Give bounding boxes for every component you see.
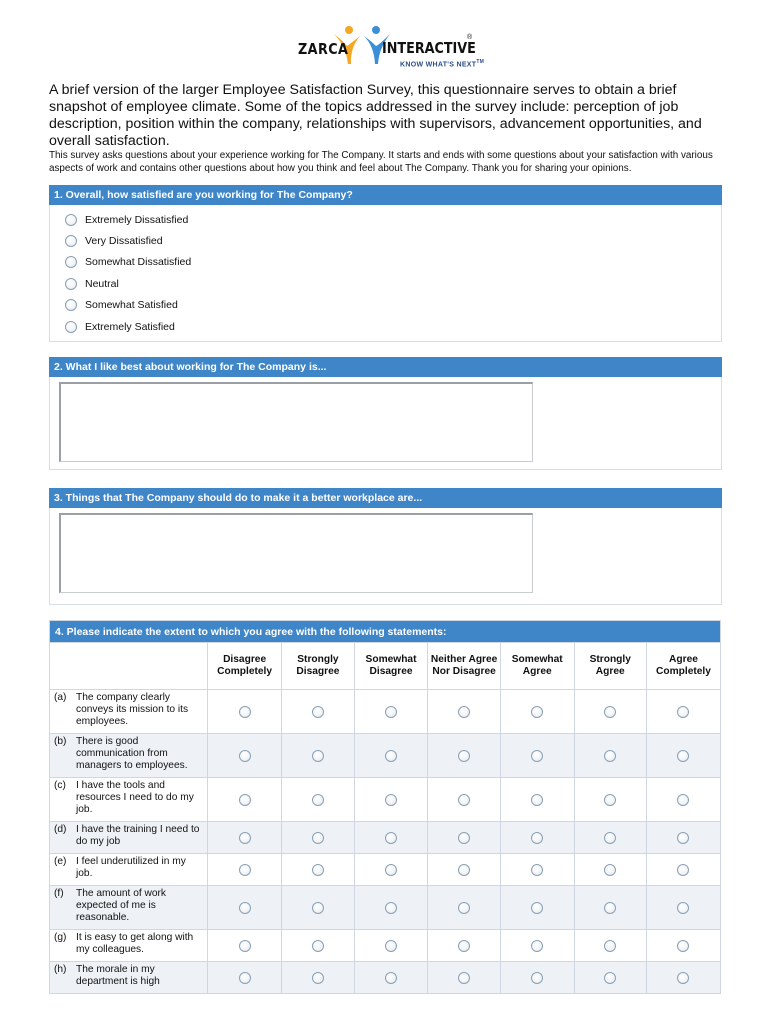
matrix-radio-cell [574,822,646,854]
statement-cell [50,690,208,734]
question-1-option[interactable] [50,295,721,316]
radio-button[interactable] [604,750,616,762]
matrix-radio-cell [354,734,428,778]
statement-text: It is easy to get along with my colleagues. [76,932,194,956]
radio-button[interactable] [458,940,470,952]
matrix-row [50,822,721,854]
option-label: Neutral [85,277,119,290]
statement-cell [50,822,208,854]
matrix-radio-cell [646,962,720,994]
matrix-radio-cell [500,962,574,994]
radio-button[interactable] [677,832,689,844]
option-label: Somewhat Dissatisfied [85,256,192,269]
matrix-radio-cell [428,930,501,962]
matrix-radio-cell [646,930,720,962]
intro-paragraph: A brief version of the larger Employee Satisfaction Survey, this questionnaire serves to obtain a brief snapshot of employee climate. Some of the topics addressed in the survey include: perception of job description, position within the company, relationships with supervisors, advancement opportunities, and overall satisfaction. [49,82,702,149]
radio-button[interactable] [677,902,689,914]
radio-button[interactable] [531,832,543,844]
radio-button[interactable] [312,864,324,876]
question-4-matrix [49,620,721,994]
radio-button[interactable] [604,706,616,718]
survey-description: This survey asks questions about your experience working for The Company. It starts and ends with some questions about your satisfaction with various aspects of work and contains other questions about how you think and feel about The Company. Thank you for sharing your opinions. [49,150,713,174]
question-1-option[interactable] [50,273,721,294]
question-2-title: 2. What I like best about working for The Company is... [49,357,722,377]
radio-button[interactable] [385,832,397,844]
matrix-row [50,962,721,994]
matrix-radio-cell [428,778,501,822]
statement-label: (a) [54,692,67,703]
matrix-radio-cell [282,822,355,854]
radio-button[interactable] [604,832,616,844]
radio-button[interactable] [604,902,616,914]
matrix-radio-cell [282,886,355,930]
statement-cell [50,930,208,962]
matrix-radio-cell [354,930,428,962]
radio-button[interactable] [239,864,251,876]
logo-zarca-text: ZARCA [298,40,349,58]
matrix-radio-cell [574,734,646,778]
radio-button[interactable] [312,706,324,718]
radio-button[interactable] [385,794,397,806]
radio-button[interactable] [65,321,77,333]
matrix-radio-cell [208,854,282,886]
statement-cell [50,778,208,822]
matrix-radio-cell [500,886,574,930]
matrix-corner [50,643,208,690]
matrix-radio-cell [500,930,574,962]
matrix-radio-cell [208,734,282,778]
matrix-radio-cell [208,778,282,822]
matrix-radio-cell [282,734,355,778]
radio-button[interactable] [385,972,397,984]
matrix-row [50,930,721,962]
matrix-header-row [50,643,721,690]
matrix-radio-cell [646,690,720,734]
matrix-column-header: Strongly Disagree [282,643,355,690]
matrix-radio-cell [574,930,646,962]
logo-tagline: KNOW WHAT'S NEXT™ [400,59,485,69]
matrix-radio-cell [282,854,355,886]
matrix-row [50,734,721,778]
radio-button[interactable] [385,940,397,952]
radio-button[interactable] [531,794,543,806]
question-2-textarea[interactable] [59,382,533,462]
matrix-radio-cell [354,886,428,930]
matrix-radio-cell [500,690,574,734]
statement-label: (e) [54,856,67,867]
radio-button[interactable] [239,750,251,762]
statement-text: I feel underutilized in my job. [76,856,186,880]
matrix-radio-cell [428,886,501,930]
matrix-row [50,886,721,930]
option-label: Extremely Satisfied [85,320,175,333]
matrix-radio-cell [500,822,574,854]
matrix-radio-cell [428,854,501,886]
statement-label: (f) [54,888,64,899]
radio-button[interactable] [604,794,616,806]
radio-button[interactable] [65,256,77,268]
question-3-textarea[interactable] [59,513,533,593]
matrix-row [50,690,721,734]
matrix-radio-cell [500,734,574,778]
radio-button[interactable] [239,706,251,718]
radio-button[interactable] [385,902,397,914]
registered-mark: ® [467,34,473,41]
matrix-column-header: Strongly Agree [574,643,646,690]
statement-text: The amount of work expected of me is reasonable. [76,888,167,924]
option-label: Extremely Dissatisfied [85,213,189,226]
radio-button[interactable] [677,750,689,762]
statement-label: (d) [54,824,67,835]
matrix-row [50,778,721,822]
matrix-radio-cell [428,690,501,734]
matrix-radio-cell [428,962,501,994]
matrix-radio-cell [208,930,282,962]
matrix-radio-cell [646,734,720,778]
question-2-panel [49,357,722,470]
matrix-radio-cell [208,962,282,994]
radio-button[interactable] [677,940,689,952]
radio-button[interactable] [531,750,543,762]
statement-cell [50,886,208,930]
radio-button[interactable] [239,940,251,952]
radio-button[interactable] [531,864,543,876]
statement-label: (c) [54,780,66,791]
radio-button[interactable] [604,864,616,876]
radio-button[interactable] [65,278,77,290]
statement-cell [50,734,208,778]
radio-button[interactable] [65,299,77,311]
matrix-radio-cell [208,690,282,734]
radio-button[interactable] [312,972,324,984]
matrix-radio-cell [354,778,428,822]
radio-button[interactable] [458,706,470,718]
radio-button[interactable] [604,940,616,952]
radio-button[interactable] [65,235,77,247]
radio-button[interactable] [458,750,470,762]
statement-text: The company clearly conveys its mission to its employees. [76,692,189,728]
radio-button[interactable] [385,706,397,718]
matrix-row [50,854,721,886]
radio-button[interactable] [239,794,251,806]
statement-label: (h) [54,964,67,975]
radio-button[interactable] [239,832,251,844]
matrix-radio-cell [282,930,355,962]
matrix-radio-cell [354,690,428,734]
question-1-option[interactable] [50,230,721,251]
statement-cell [50,962,208,994]
statement-text: The morale in my department is high [76,964,160,988]
radio-button[interactable] [677,794,689,806]
radio-button[interactable] [531,972,543,984]
matrix-column-header: Disagree Completely [208,643,282,690]
statement-text: I have the training I need to do my job [76,824,200,848]
option-label: Very Dissatisfied [85,235,163,248]
matrix-radio-cell [574,886,646,930]
matrix-radio-cell [646,778,720,822]
matrix-radio-cell [282,690,355,734]
logo-interactive-text: INTERACTIVE [382,39,476,57]
radio-button[interactable] [385,864,397,876]
radio-button[interactable] [65,214,77,226]
radio-button[interactable] [677,864,689,876]
question-1-option[interactable] [50,252,721,273]
matrix-radio-cell [354,822,428,854]
matrix-column-header: Neither Agree Nor Disagree [428,643,501,690]
matrix-column-header: Agree Completely [646,643,720,690]
radio-button[interactable] [677,972,689,984]
zarca-logo [296,22,486,72]
radio-button[interactable] [312,832,324,844]
radio-button[interactable] [458,864,470,876]
question-1-panel [49,185,722,342]
statement-label: (g) [54,932,67,943]
radio-button[interactable] [531,902,543,914]
matrix-radio-cell [354,854,428,886]
matrix-radio-cell [354,962,428,994]
statement-label: (b) [54,736,67,747]
radio-button[interactable] [531,706,543,718]
option-label: Somewhat Satisfied [85,299,178,312]
statement-text: There is good communication from managers to employees. [76,736,188,772]
question-1-options [50,209,721,337]
matrix-radio-cell [282,962,355,994]
radio-button[interactable] [239,972,251,984]
question-1-title: 1. Overall, how satisfied are you working for The Company? [49,185,722,205]
statement-text: I have the tools and resources I need to do my job. [76,780,194,816]
matrix-radio-cell [646,822,720,854]
matrix-column-header: Somewhat Disagree [354,643,428,690]
matrix-radio-cell [574,962,646,994]
matrix-radio-cell [282,778,355,822]
radio-button[interactable] [239,902,251,914]
matrix-radio-cell [574,854,646,886]
radio-button[interactable] [458,902,470,914]
matrix-radio-cell [574,778,646,822]
matrix-radio-cell [428,734,501,778]
statement-cell [50,854,208,886]
matrix-radio-cell [646,886,720,930]
matrix-radio-cell [428,822,501,854]
matrix-radio-cell [500,778,574,822]
radio-button[interactable] [458,972,470,984]
question-4-title: 4. Please indicate the extent to which you agree with the following statements: [50,621,721,643]
radio-button[interactable] [531,940,543,952]
question-3-panel [49,488,722,605]
matrix-radio-cell [208,886,282,930]
question-1-option[interactable] [50,316,721,337]
question-3-title: 3. Things that The Company should do to make it a better workplace are... [49,488,722,508]
radio-button[interactable] [312,902,324,914]
question-1-option[interactable] [50,209,721,230]
radio-button[interactable] [312,750,324,762]
radio-button[interactable] [604,972,616,984]
radio-button[interactable] [385,750,397,762]
matrix-radio-cell [500,854,574,886]
matrix-radio-cell [208,822,282,854]
radio-button[interactable] [677,706,689,718]
matrix-radio-cell [574,690,646,734]
radio-button[interactable] [458,832,470,844]
matrix-radio-cell [646,854,720,886]
radio-button[interactable] [312,794,324,806]
radio-button[interactable] [458,794,470,806]
matrix-column-header: Somewhat Agree [500,643,574,690]
radio-button[interactable] [312,940,324,952]
